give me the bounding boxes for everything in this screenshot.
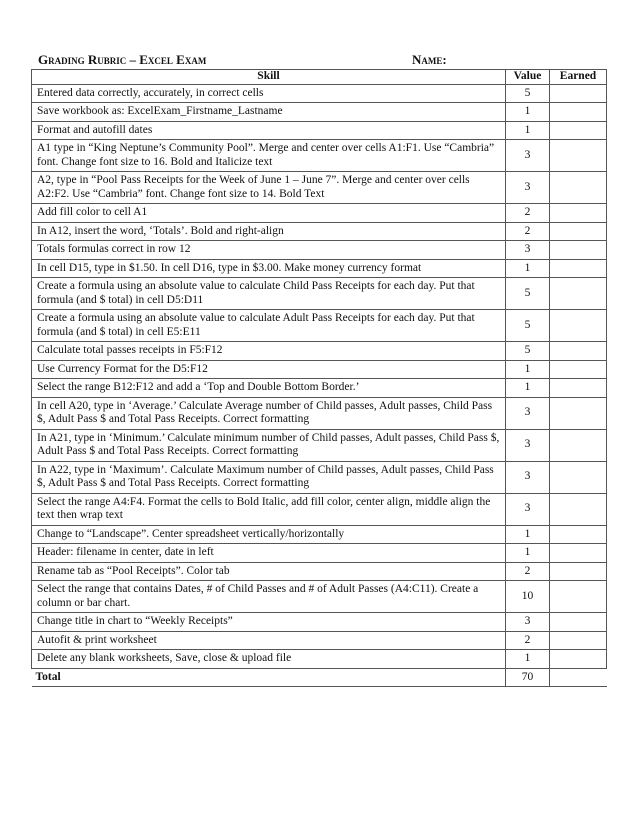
rubric-row [32,140,607,172]
earned-cell [550,121,607,140]
earned-cell [550,631,607,650]
earned-cell [550,241,607,260]
value-cell: 3 [506,172,550,204]
rubric-row [32,544,607,563]
value-cell: 3 [506,613,550,632]
total-value: 70 [506,668,550,687]
rubric-row [32,360,607,379]
skill-cell: Use Currency Format for the D5:F12 [32,360,506,379]
total-label: Total [32,668,506,687]
skill-cell: In A22, type in ‘Maximum’. Calculate Maximum number of Child passes, Adult passes, Child Pass $, Adult Pass $ and Total Pass Receipts. Correct formatting [32,461,506,493]
earned-cell [550,525,607,544]
earned-cell [550,581,607,613]
total-row [32,668,607,687]
value-cell: 1 [506,525,550,544]
rubric-row [32,278,607,310]
value-cell: 1 [506,360,550,379]
rubric-row [32,241,607,260]
value-cell: 1 [506,121,550,140]
value-cell: 5 [506,342,550,361]
earned-cell [550,204,607,223]
rubric-heading [38,52,606,68]
rubric-row [32,121,607,140]
earned-cell [550,397,607,429]
value-cell: 1 [506,379,550,398]
earned-cell [550,360,607,379]
skill-cell: Delete any blank worksheets, Save, close & upload file [32,650,506,669]
rubric-row [32,259,607,278]
value-cell: 2 [506,631,550,650]
rubric-table [31,69,607,687]
skill-cell: Select the range B12:F12 and add a ‘Top and Double Bottom Border.’ [32,379,506,398]
value-cell: 2 [506,222,550,241]
rubric-row [32,429,607,461]
value-cell: 1 [506,650,550,669]
skill-cell: In cell A20, type in ‘Average.’ Calculate Average number of Child passes, Adult passes, Child Pass $, Adult Pass $ and Total Pass Receipts. Correct formatting [32,397,506,429]
skill-cell: Format and autofill dates [32,121,506,140]
rubric-row [32,631,607,650]
rubric-row [32,650,607,669]
skill-cell: Save workbook as: ExcelExam_Firstname_Lastname [32,103,506,122]
skill-cell: A2, type in “Pool Pass Receipts for the Week of June 1 – June 7”. Merge and center over cells A2:F2. Use “Cambria” font. Change font size to 14. Bold Text [32,172,506,204]
rubric-row [32,581,607,613]
earned-cell [550,379,607,398]
earned-cell [550,342,607,361]
earned-cell [550,650,607,669]
earned-cell [550,222,607,241]
skill-cell: Calculate total passes receipts in F5:F12 [32,342,506,361]
skill-cell: In A21, type in ‘Minimum.’ Calculate minimum number of Child passes, Adult passes, Child Pass $, Adult Pass $ and Total Pass Receipts. Correct formatting [32,429,506,461]
earned-cell [550,103,607,122]
value-cell: 3 [506,397,550,429]
rubric-title: Grading Rubric – Excel Exam [38,52,207,67]
value-cell: 3 [506,429,550,461]
skill-cell: In cell D15, type in $1.50. In cell D16, type in $3.00. Make money currency format [32,259,506,278]
earned-cell [550,278,607,310]
rubric-row [32,461,607,493]
value-cell: 5 [506,278,550,310]
skill-cell: In A12, insert the word, ‘Totals’. Bold and right-align [32,222,506,241]
skill-column-header: Skill [32,70,506,85]
earned-cell [550,310,607,342]
rubric-row [32,397,607,429]
skill-cell: Entered data correctly, accurately, in correct cells [32,84,506,103]
value-cell: 1 [506,544,550,563]
name-label: Name: [412,52,447,67]
earned-cell [550,172,607,204]
earned-cell [550,613,607,632]
value-cell: 3 [506,493,550,525]
value-cell: 1 [506,259,550,278]
total-earned-cell [550,668,607,687]
skill-cell: Rename tab as “Pool Receipts”. Color tab [32,562,506,581]
skill-cell: Create a formula using an absolute value to calculate Adult Pass Receipts for each day. Put that formula (and $ total) in cell E5:E11 [32,310,506,342]
rubric-row [32,379,607,398]
value-cell: 3 [506,461,550,493]
skill-cell: Autofit & print worksheet [32,631,506,650]
value-cell: 5 [506,84,550,103]
rubric-row [32,84,607,103]
rubric-body [32,84,607,668]
value-cell: 5 [506,310,550,342]
rubric-row [32,222,607,241]
skill-cell: Change title in chart to “Weekly Receipts” [32,613,506,632]
value-cell: 2 [506,562,550,581]
rubric-row [32,103,607,122]
earned-cell [550,562,607,581]
rubric-row [32,613,607,632]
value-cell: 2 [506,204,550,223]
skill-cell: Totals formulas correct in row 12 [32,241,506,260]
value-cell: 3 [506,241,550,260]
rubric-row [32,342,607,361]
earned-cell [550,259,607,278]
skill-cell: Select the range that contains Dates, # of Child Passes and # of Adult Passes (A4:C11). Create a column or bar chart. [32,581,506,613]
earned-cell [550,461,607,493]
rubric-row [32,525,607,544]
earned-cell [550,544,607,563]
skill-cell: Select the range A4:F4. Format the cells to Bold Italic, add fill color, center align, middle align the text then wrap text [32,493,506,525]
header-row [32,70,607,85]
skill-cell: A1 type in “King Neptune’s Community Pool”. Merge and center over cells A1:F1. Use “Cambria” font. Change font size to 16. Bold and Italicize text [32,140,506,172]
earned-cell [550,140,607,172]
rubric-row [32,493,607,525]
value-cell: 1 [506,103,550,122]
value-column-header: Value [506,70,550,85]
skill-cell: Create a formula using an absolute value to calculate Child Pass Receipts for each day. Put that formula (and $ total) in cell D5:D11 [32,278,506,310]
skill-cell: Change to “Landscape”. Center spreadsheet vertically/horizontally [32,525,506,544]
rubric-row [32,204,607,223]
earned-cell [550,493,607,525]
earned-column-header: Earned [550,70,607,85]
skill-cell: Header: filename in center, date in left [32,544,506,563]
rubric-row [32,562,607,581]
rubric-row [32,172,607,204]
skill-cell: Add fill color to cell A1 [32,204,506,223]
earned-cell [550,429,607,461]
rubric-row [32,310,607,342]
value-cell: 10 [506,581,550,613]
value-cell: 3 [506,140,550,172]
earned-cell [550,84,607,103]
